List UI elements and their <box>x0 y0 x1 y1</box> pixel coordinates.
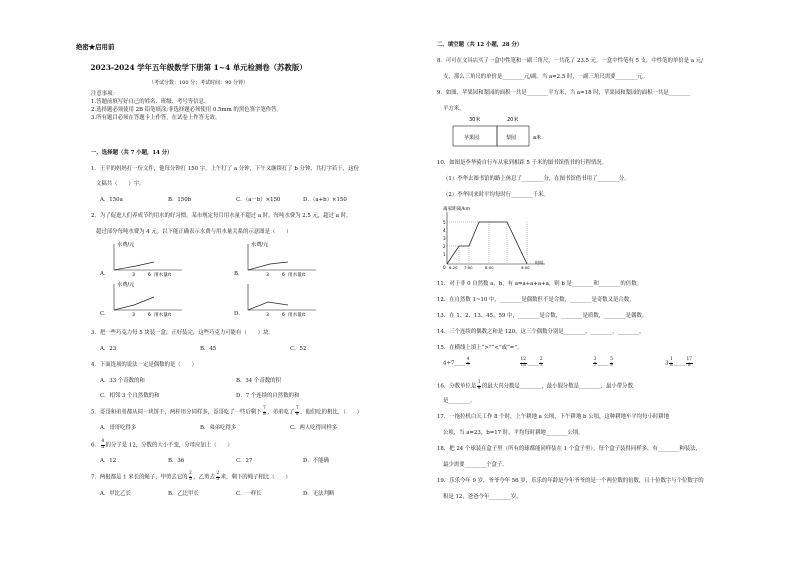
svg-text:水费/元: 水费/元 <box>251 242 269 248</box>
svg-text:30米: 30米 <box>469 117 481 123</box>
q19-line2: 积是 12，爸爸今年________岁。 <box>443 494 522 500</box>
q10-sub2: （2）李华回来时平均每时行________千米。 <box>443 192 549 198</box>
q6-option-a: A．12 <box>100 458 117 464</box>
q6-option-d: D．不能确 <box>303 458 329 464</box>
q2-option-c: C． <box>100 311 110 317</box>
q16-fraction: $\frac{1}{8}$ <box>477 380 481 391</box>
svg-text:9:00: 9:00 <box>521 265 530 270</box>
svg-text:a米: a米 <box>533 135 542 141</box>
q2-graph-d <box>240 280 320 318</box>
svg-text:6:20: 6:20 <box>449 265 458 270</box>
note-item: 2.选择题必须使用 2B 铅笔填涂;非选择题必须使用 0.5mm 的黑色签字笔作答。 <box>91 107 282 113</box>
svg-text:用水量/t: 用水量/t <box>154 273 172 278</box>
svg-text:0: 0 <box>443 265 446 270</box>
q6-option-c: C．27 <box>236 458 253 464</box>
q3-option-b: B．45 <box>200 346 217 352</box>
q6-fraction: $\frac{4}{a}$ <box>101 439 105 450</box>
svg-text:6: 6 <box>148 313 151 318</box>
svg-text:1: 1 <box>443 252 446 257</box>
section1-heading: 一、选择题（共 7 小题，14 分） <box>91 150 173 156</box>
q15-item: $\frac{12}{18}$ ____ $\frac{2}{3}$ <box>520 357 543 368</box>
q7-fraction-a: $\frac{2}{5}$ <box>189 471 192 482</box>
q7-option-a: A．甲比乙长 <box>100 491 131 497</box>
svg-text:水费/元: 水费/元 <box>117 282 135 288</box>
q15-item: $\frac{3}{7}$ ____ $\frac{5}{9}$ <box>593 357 613 368</box>
svg-text:用水量/t: 用水量/t <box>288 313 306 318</box>
q9-diagram <box>447 114 557 150</box>
q12-text: 12．在自然数 1~10 中，________是偶数但不是合数，________是奇数又是合数。 <box>437 297 635 303</box>
right-page <box>397 0 794 562</box>
q4-option-c: C．相邻 3 个自然数的和 <box>100 393 160 399</box>
q9-line1: 9．如图，苹果园和梨园的面积一共是________平方米，当 a=18 时，苹果园和梨园的面积一共是________ <box>437 90 691 96</box>
q16-line1: 16．分数单位是 $\frac{1}{8}$ 的最大真分数是________，最小假分数是________，最小带分数 <box>437 380 633 391</box>
q7-option-d: D．无法判断 <box>303 491 335 497</box>
svg-text:离家距离/km: 离家距离/km <box>443 207 471 212</box>
secret-mark: 绝密★启用前 <box>76 43 115 51</box>
q8-line1: 8．可可在文具店买了一盒中性笔和一副三角尺，一共花了 23.5 元。一盒中性笔有 5 支，中性笔的单价是 a 元/ <box>437 58 703 64</box>
q4-option-a: A．33 个奇数的和 <box>100 378 145 384</box>
q15-item: 4÷7____ $\frac{4}{7}$ <box>443 357 470 368</box>
section2-heading: 二、填空题（共 12 小题，28 分） <box>437 42 523 48</box>
q1-option-b: B．150b <box>168 197 192 203</box>
q1-option-d: D．（a+b）×150 <box>303 197 347 203</box>
q16-line2: 是________。 <box>443 398 476 404</box>
q4-line1: 4．下面选项的说法一定是偶数的是（ ） <box>91 362 197 368</box>
q17-line1: 17．一拖拉机白天工作 8 个时，上午耕地 a 公顷，下午耕地 b 公顷，这种耕地车平均每小时耕地 <box>437 414 670 420</box>
svg-text:4: 4 <box>443 228 446 233</box>
q7-line1: 7．两根都是 1 米长的绳子，甲剪去它的 $\frac{2}{5}$ ，乙剪去 $\frac{2}{5}$ 米，剩下的绳子相比（ ） <box>91 471 291 482</box>
svg-text:6: 6 <box>148 273 151 278</box>
q5-option-c: C．两人吃得同样多 <box>290 425 338 431</box>
q6-line1: 6． $\frac{4}{a}$ 的分子是 12，分数的大小不变，分母应加上（ ） <box>91 439 233 450</box>
svg-text:用水量/t: 用水量/t <box>154 313 172 318</box>
q9-line2: 平方米。 <box>443 106 465 112</box>
q5-fraction-a: $\frac{7}{8}$ <box>263 406 266 417</box>
svg-text:3: 3 <box>266 273 269 278</box>
svg-text:3: 3 <box>266 313 269 318</box>
q1-line1: 1．王平的妈妈打一份文件，他每分钟打 150 字，上午打了 a 分钟，下午又继续打了 b 分钟，共打字若干，这份 <box>91 166 359 172</box>
svg-text:梨园: 梨园 <box>506 135 517 141</box>
note-item: 1.答题前填写好自己的姓名、班级、考号等信息。 <box>91 99 210 105</box>
q18-line2: 最少需要________个盒子。 <box>443 462 508 468</box>
q7-fraction-b: $\frac{2}{5}$ <box>216 471 220 482</box>
q19-line1: 19．乐乐今年 9 岁，爷爷今年 56 岁，乐乐的年龄是今年爷爷的是一个两位数的倍数，且十位数字与个位数字的 <box>437 478 704 484</box>
svg-text:苹果园: 苹果园 <box>464 135 480 141</box>
note-item: 3.所有题目必须在答题卡上作答，在试卷上作答无效。 <box>91 115 221 121</box>
q2-option-d: D． <box>234 311 244 317</box>
svg-text:5: 5 <box>443 220 446 225</box>
q2-option-a: A． <box>100 271 110 277</box>
svg-text:6: 6 <box>282 313 285 318</box>
svg-text:时间: 时间 <box>535 260 544 265</box>
q18-line1: 18．把 24 个球装在盒子里（所有的球都能同样装在 1 个盒子里），每个盒子装得同样多，有________种装法， <box>437 446 701 452</box>
svg-text:7:00: 7:00 <box>464 265 473 270</box>
q2-graph-a <box>106 240 186 278</box>
q4-option-b: B．34 个奇数的积 <box>236 378 281 384</box>
svg-text:20米: 20米 <box>507 117 519 123</box>
q7-option-c: C．一样长 <box>236 491 262 497</box>
svg-text:3: 3 <box>132 313 135 318</box>
q3-option-c: C．52 <box>290 346 307 352</box>
q3-line1: 3．把一些巧克力每 5 块装一盒，正好装完，这些巧克力可能有（ ）块。 <box>91 330 274 336</box>
q2-line2: 超过部分每吨水费为 4 元。以下能正确表示水费与用水量关系的示意图是（ ） <box>96 229 292 235</box>
svg-text:水费/元: 水费/元 <box>117 242 135 248</box>
q17-line2: 公顷，当 a=23，b=17 时，平均每时耕地________公顷。 <box>443 430 584 436</box>
svg-text:6: 6 <box>282 273 285 278</box>
q5-fraction-b: $\frac{7}{8}$ <box>295 406 299 417</box>
q1-option-c: C．（a－b）×150 <box>236 197 281 203</box>
q3-option-a: A．23 <box>100 346 117 352</box>
q8-line2: 支，那么三角尺的单价是________元/副。当 a=2.5 时，一副三角尺需要________元。 <box>443 74 648 80</box>
q13-text: 13．在 1、2、13、45、59 中，________是合数，________是质数，________是偶数。 <box>437 313 648 319</box>
q5-line1: 5．哥哥和弟弟都从同一块饼干，两杆用分同样多，哥哥吃了一些后剩下 $\frac{7}{8}$ ，弟弟吃了 $\frac{7}{8}$ ，他们吃的相比，（ ） <box>91 406 363 417</box>
svg-text:2: 2 <box>443 244 446 249</box>
q10-line1: 10．如图是李华骑自行车从家到相距 5 千米的图书馆借书的行程情况。 <box>437 160 608 166</box>
q2-graph-c <box>106 280 186 318</box>
svg-text:用水量/t: 用水量/t <box>288 273 306 278</box>
exam-subtitle: （考试分数：100 分；考试时间：90 分钟） <box>148 80 249 86</box>
notes-heading: 注意事项： <box>91 91 118 97</box>
svg-text:3: 3 <box>132 273 135 278</box>
q10-distance-graph <box>437 204 557 272</box>
q4-option-d: D．7 个连续的自然数的和 <box>236 393 300 399</box>
q2-option-b: B． <box>234 271 244 277</box>
q14-text: 14．三个连续的偶数之和是 120，这三个偶数分别是________，________，________。 <box>437 329 645 335</box>
q5-option-b: B．弟弟吃得多 <box>200 425 237 431</box>
q5-option-a: A．哥哥吃得多 <box>100 425 137 431</box>
q10-sub1: （1）李华去图书馆的路上休息了________分，在图书馆借书用了________分。 <box>443 176 630 182</box>
q11-text: 11．对于非 0 自然数 a，b，有 a=a+a+a+a，则 b 是________和________的倍数。 <box>437 281 642 287</box>
q15-item: 3 $\frac{1}{8}$ ____ $\frac{17}{8}$ <box>665 357 693 368</box>
svg-text:3: 3 <box>443 236 446 241</box>
q1-option-a: A．150a <box>100 197 123 203</box>
svg-text:8:00: 8:00 <box>485 265 494 270</box>
exam-title: 2023-2024 学年五年级数学下册第 1~4 单元检测卷（苏教版） <box>90 63 307 72</box>
q1-line2: 文稿共（ ）字。 <box>96 181 145 187</box>
q6-option-b: B．36 <box>168 458 185 464</box>
q2-line1: 2．为了促进人们养成节约用水的好习惯，某市规定每月用水量不超过 a 时，每吨水费为 2.5 元，超过 a 时， <box>91 213 352 219</box>
q2-graph-b <box>240 240 320 278</box>
q15-text: 15．在横线上填上“>”“<”或“=”。 <box>437 345 523 351</box>
q7-option-b: B．乙比甲长 <box>168 491 199 497</box>
